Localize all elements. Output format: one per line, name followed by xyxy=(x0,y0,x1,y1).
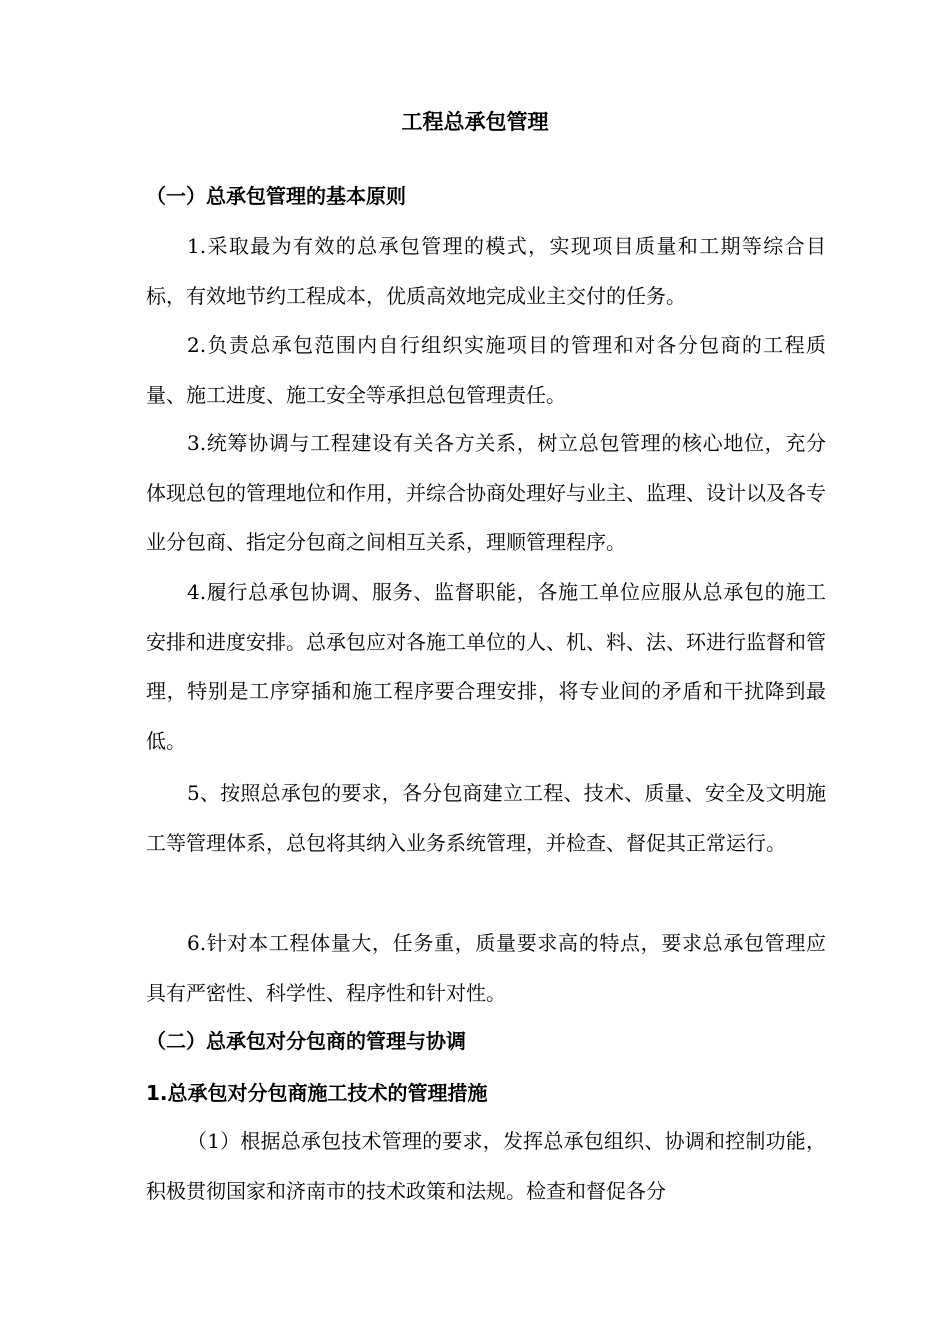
paragraph-principle-5: 5、按照总承包的要求，各分包商建立工程、技术、质量、安全及文明施工等管理体系，总包将其纳入业务系统管理，并检查、督促其正常运行。 xyxy=(146,781,826,855)
paragraph-principle-1: 1.采取最为有效的总承包管理的模式，实现项目质量和工期等综合目标，有效地节约工程成本，优质高效地完成业主交付的任务。 xyxy=(146,234,826,308)
paragraph-technical-measure-1: （1）根据总承包技术管理的要求，发挥总承包组织、协调和控制功能，积极贯彻国家和济南市的技术政策和法规。检查和督促各分 xyxy=(146,1129,826,1203)
paragraph-principle-2: 2.负责总承包范围内自行组织实施项目的管理和对各分包商的工程质量、施工进度、施工安全等承担总包管理责任。 xyxy=(146,333,826,407)
section-heading-principles: （一）总承包管理的基本原则 xyxy=(146,184,406,208)
paragraph-principle-4: 4.履行总承包协调、服务、监督职能，各施工单位应服从总承包的施工安排和进度安排。总承包应对各施工单位的人、机、料、法、环进行监督和管理，特别是工序穿插和施工程序要合理安排，将专业间的矛盾和干扰降到最低。 xyxy=(146,580,826,753)
section-heading-subcontractor-management: （二）总承包对分包商的管理与协调 xyxy=(146,1029,466,1053)
paragraph-principle-3: 3.统筹协调与工程建设有关各方关系，树立总包管理的核心地位，充分体现总包的管理地位和作用，并综合协商处理好与业主、监理、设计以及各专业分包商、指定分包商之间相互关系，理顺管理程序。 xyxy=(146,431,826,554)
document-title: 工程总承包管理 xyxy=(401,110,549,134)
subsection-heading-technical-measures: 1.总承包对分包商施工技术的管理措施 xyxy=(146,1081,488,1105)
paragraph-principle-6: 6.针对本工程体量大，任务重，质量要求高的特点，要求总承包管理应具有严密性、科学性、程序性和针对性。 xyxy=(146,931,826,1005)
